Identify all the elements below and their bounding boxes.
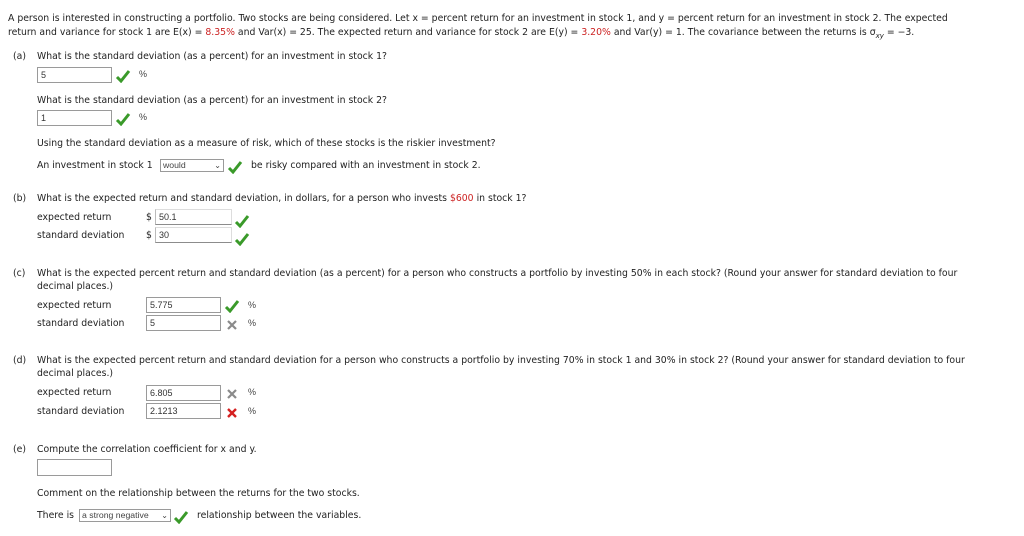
weighted-portfolio-sd-input[interactable]: 2.1213 [146, 403, 221, 419]
problem-statement [8, 12, 1018, 43]
standard-deviation-label: standard deviation [37, 230, 125, 241]
percent-unit: % [248, 387, 257, 397]
part-a-question-2: What is the standard deviation (as a percent) for an investment in stock 2? [37, 95, 387, 106]
percent-unit: % [248, 300, 257, 310]
part-c-question-line-1: What is the expected percent return and standard deviation (as a percent) for a person who constructs a portfolio by investing 50% in each stock? (Round your answer for standard deviation to four [37, 268, 958, 279]
stock1-sd-input[interactable]: 5 [37, 67, 112, 83]
dollar-expected-return-input[interactable]: 50.1 [155, 209, 232, 225]
weighted-portfolio-return-input[interactable]: 6.805 [146, 385, 221, 401]
correct-check-icon [234, 232, 250, 246]
percent-unit: % [248, 406, 257, 416]
percent-unit: % [248, 318, 257, 328]
equal-portfolio-return-input[interactable]: 5.775 [146, 297, 221, 313]
part-d-question-line-1: What is the expected percent return and standard deviation for a person who constructs a portfolio by investing 70% in stock 1 and 30% in stock 2? (Round your answer for standard deviation to four [37, 355, 965, 366]
dollar-sign: $ [146, 230, 152, 241]
part-e-label: (e) [13, 444, 26, 455]
correct-check-icon [173, 510, 189, 524]
part-a-question-1: What is the standard deviation (as a percent) for an investment in stock 1? [37, 51, 387, 62]
part-e-comment-question: Comment on the relationship between the returns for the two stocks. [37, 488, 360, 499]
correct-check-icon [115, 112, 131, 126]
relationship-select[interactable]: a strong negative ⌄ [79, 509, 171, 522]
part-a-question-3: Using the standard deviation as a measure of risk, which of these stocks is the riskier investment? [37, 138, 496, 149]
dollar-sign: $ [146, 212, 152, 223]
part-b-question: What is the expected return and standard deviation, in dollars, for a person who invests $600 in stock 1? [37, 193, 527, 204]
part-d-question-line-2: decimal places.) [37, 368, 114, 379]
standard-deviation-label: standard deviation [37, 318, 125, 329]
riskier-select[interactable]: would ⌄ [160, 159, 224, 172]
percent-unit: % [139, 69, 148, 79]
intro-line-1: A person is interested in constructing a portfolio. Two stocks are being considered. Let x = percent return for an investment in stock 1, and y = percent return for an investment in stock 2. The expected [8, 13, 948, 24]
correct-check-icon [227, 160, 243, 174]
expected-x-value: 8.35% [205, 27, 235, 38]
correct-check-icon [115, 69, 131, 83]
correlation-input[interactable] [37, 459, 112, 476]
incorrect-x-icon [226, 407, 238, 419]
equal-portfolio-sd-input[interactable]: 5 [146, 315, 221, 331]
part-d-label: (d) [13, 355, 27, 366]
part-a-label: (a) [13, 51, 26, 62]
part-c-question-line-2: decimal places.) [37, 281, 114, 292]
correct-check-icon [224, 299, 240, 313]
correct-check-icon [234, 214, 250, 228]
expected-return-label: expected return [37, 387, 112, 398]
riskier-sentence-prefix: An investment in stock 1 [37, 160, 153, 171]
part-e-question: Compute the correlation coefficient for x and y. [37, 444, 257, 455]
riskier-sentence-suffix: be risky compared with an investment in stock 2. [251, 160, 481, 171]
expected-return-label: expected return [37, 212, 112, 223]
relationship-sentence-suffix: relationship between the variables. [197, 510, 362, 521]
chevron-down-icon: ⌄ [214, 161, 221, 170]
intro-line-2: return and variance for stock 1 are E(x) = 8.35% and Var(x) = 25. The expected return and variance for stock 2 are E(y) = 3.20% and Var(y) = 1. The covariance between the returns is $\sigma_{xy} = -3$. [8, 27, 915, 40]
incorrect-x-icon [226, 388, 238, 400]
standard-deviation-label: standard deviation [37, 406, 125, 417]
expected-return-label: expected return [37, 300, 112, 311]
relationship-sentence-prefix: There is [37, 510, 75, 521]
chevron-down-icon: ⌄ [161, 511, 168, 520]
incorrect-x-icon [226, 319, 238, 331]
percent-unit: % [139, 112, 148, 122]
part-b-label: (b) [13, 193, 27, 204]
expected-y-value: 3.20% [581, 27, 611, 38]
stock2-sd-input[interactable]: 1 [37, 110, 112, 126]
part-c-label: (c) [13, 268, 26, 279]
dollar-sd-input[interactable]: 30 [155, 227, 232, 243]
investment-amount: $600 [449, 193, 474, 204]
